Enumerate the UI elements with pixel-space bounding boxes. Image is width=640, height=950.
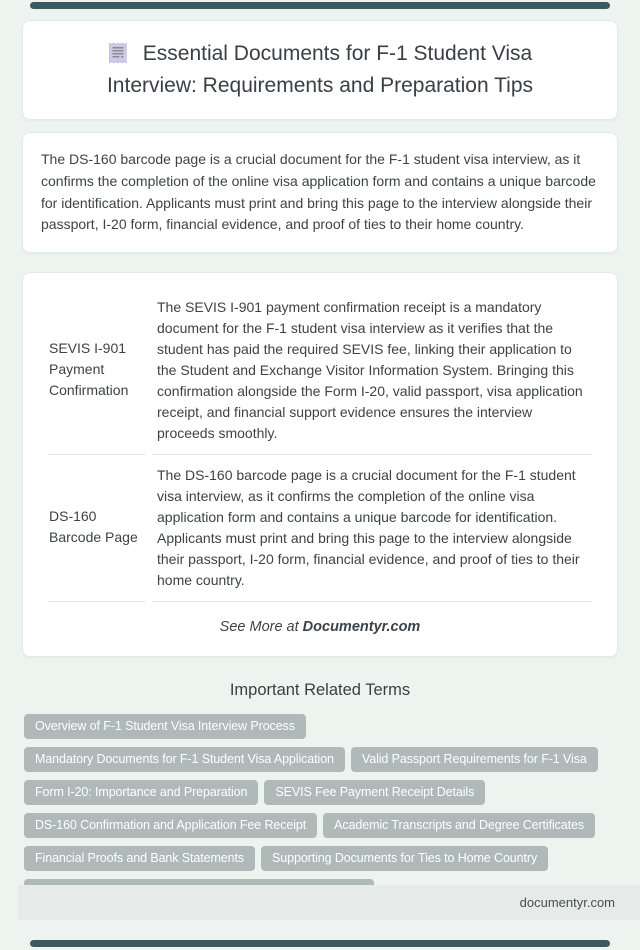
document-term: DS-160 Barcode Page (49, 455, 145, 602)
document-description: The SEVIS I-901 payment confirmation receipt is a mandatory document for the F-1 student visa interview as it verifies that the student has paid the required SEVIS fee, linking their application to the Student and Exchange Visitor Information System. Bringing this confirmation alongside the Form I-20, valid passport, visa application receipt, and financial support evidence ensures the interview proceeds smoothly. (153, 287, 591, 455)
related-terms-heading: Important Related Terms (229, 681, 411, 700)
footer-site-text: documentyr.com (519, 895, 615, 910)
see-more-site-link[interactable]: Documentyr.com (302, 619, 421, 636)
related-term-pill[interactable]: Overview of F-1 Student Visa Interview Process (24, 714, 306, 739)
related-term-pill[interactable]: Financial Proofs and Bank Statements (24, 846, 255, 871)
documents-table-body (49, 287, 591, 602)
related-terms-list (24, 714, 616, 904)
see-more-line (41, 619, 599, 635)
title-card (22, 20, 618, 120)
table-row (49, 455, 591, 602)
related-term-pill[interactable]: Academic Transcripts and Degree Certificates (323, 813, 595, 838)
documents-table (41, 287, 599, 602)
title-line1: Essential Documents for F-1 Student Visa (142, 42, 533, 65)
receipt-icon (108, 42, 128, 64)
intro-card (22, 132, 618, 253)
document-term: SEVIS I-901 Payment Confirmation (49, 287, 145, 455)
table-row (49, 287, 591, 455)
related-term-pill[interactable]: Supporting Documents for Ties to Home Country (261, 846, 548, 871)
related-term-pill[interactable]: SEVIS Fee Payment Receipt Details (264, 780, 485, 805)
intro-paragraph: The DS-160 barcode page is a crucial document for the F-1 student visa interview, as it confirms the completion of the online visa application form and contains a unique barcode for identification. Applicants must print and bring this page to the interview alongside their passport, I-20 form, financial evidence, and proof of ties to their home country. (41, 151, 596, 233)
document-description: The DS-160 barcode page is a crucial document for the F-1 student visa interview, as it confirms the completion of the online visa application form and contains a unique barcode for identification. Applicants must print and bring this page to the interview alongside their passport, I-20 form, financial evidence, and proof of ties to their home country. (153, 455, 591, 602)
related-term-pill[interactable]: DS-160 Confirmation and Application Fee Receipt (24, 813, 317, 838)
related-term-pill[interactable]: Valid Passport Requirements for F-1 Visa (351, 747, 598, 772)
see-more-prefix: See More at (219, 619, 303, 636)
documents-card (22, 272, 618, 657)
footer-bar (18, 885, 640, 920)
related-term-pill[interactable]: Mandatory Documents for F-1 Student Visa Application (24, 747, 345, 772)
top-accent-bar (30, 2, 610, 9)
page-title (49, 38, 591, 102)
related-term-pill[interactable]: Form I-20: Importance and Preparation (24, 780, 258, 805)
title-line2: Interview: Requirements and Preparation Tips (106, 74, 534, 97)
bottom-accent-bar (30, 940, 610, 947)
